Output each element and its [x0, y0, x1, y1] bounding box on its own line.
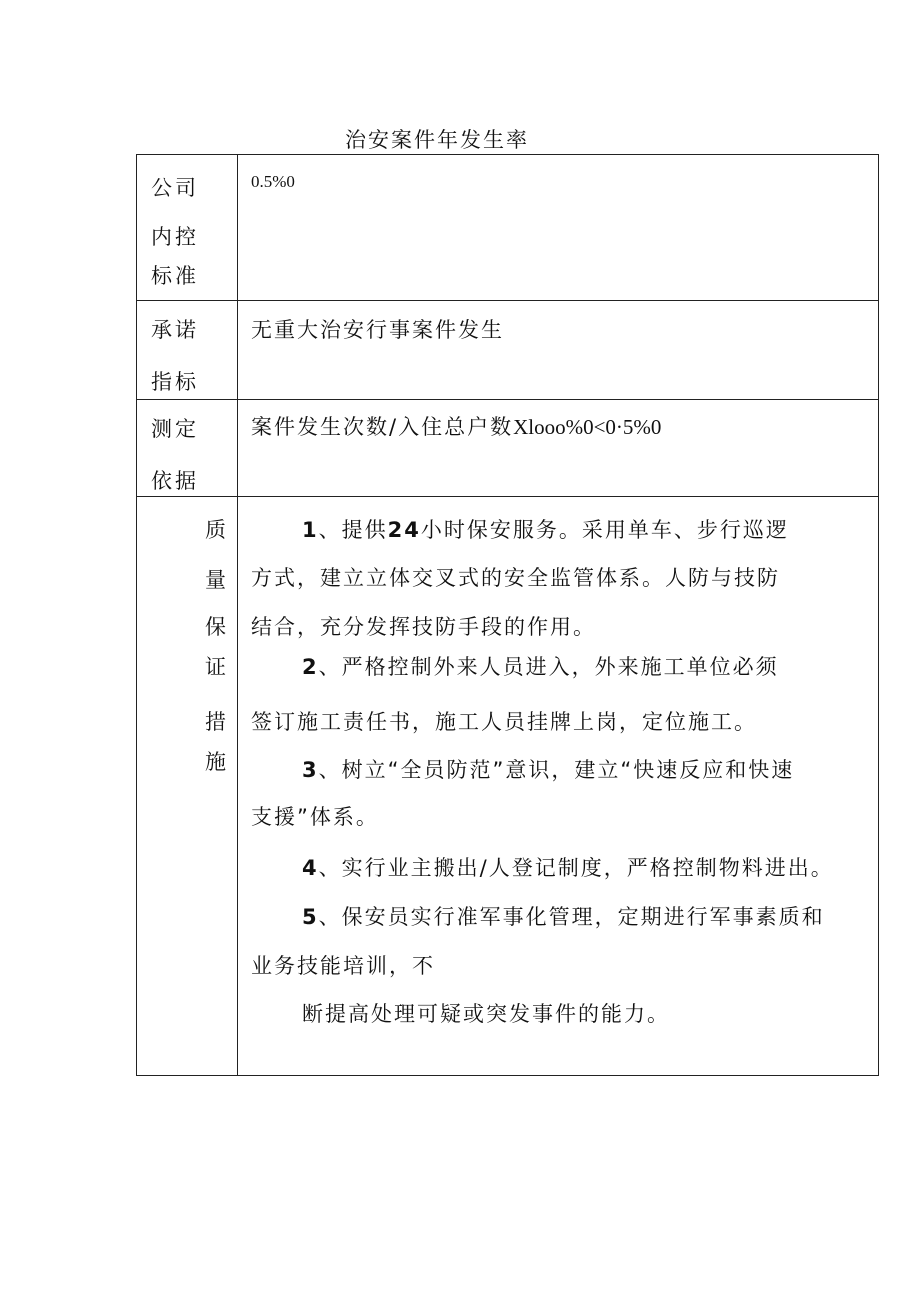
item-number: 1 [302, 518, 319, 542]
row-label-line: 标准 [151, 264, 199, 288]
measure-line: 支援”体系。 [251, 805, 379, 829]
row-label-char: 质 [205, 518, 226, 542]
row-label-char: 量 [205, 568, 226, 592]
item-number: 2 [302, 655, 319, 679]
measure-line: 断提高处理可疑或突发事件的能力。 [302, 1002, 670, 1026]
item-number: 5 [302, 905, 319, 929]
item-number: 4 [302, 856, 319, 880]
measure-line: 签订施工责任书，施工人员挂牌上岗，定位施工。 [251, 710, 757, 734]
item-text: 、提供 [318, 518, 388, 542]
hours-number: 24 [387, 518, 421, 542]
row-label-char: 保 [205, 615, 226, 639]
row-divider [137, 399, 878, 400]
measure-item-5 [302, 907, 825, 928]
row-label-line: 内控 [151, 225, 199, 249]
row-label-char: 措 [205, 710, 226, 734]
item-text: 、树立“全员防范”意识，建立“快速反应和快速 [318, 758, 795, 782]
document-title: 治安案件年发生率 [345, 128, 529, 152]
row-divider [137, 300, 878, 301]
measure-line: 方式，建立立体交叉式的安全监管体系。人防与技防 [251, 566, 780, 590]
formula-prefix: 案件发生次数/入住总户数 [251, 415, 514, 439]
row-label-line: 公司 [151, 176, 199, 200]
measurement-basis-value [251, 417, 661, 438]
column-divider [237, 155, 238, 1075]
row-label-char: 证 [205, 655, 226, 679]
measure-item-2 [302, 657, 779, 678]
measure-item-1 [302, 520, 789, 541]
measure-item-3 [302, 760, 794, 781]
security-standard-table [136, 154, 879, 1076]
item-number: 3 [302, 758, 319, 782]
formula-expression: Xlooo%0<0·5%0 [513, 415, 662, 439]
measure-line: 业务技能培训，不 [251, 954, 435, 978]
item-text: 小时保安服务。采用单车、步行巡逻 [420, 518, 789, 542]
commitment-value: 无重大治安行事案件发生 [251, 318, 504, 342]
row-label-line: 测定 [151, 417, 199, 441]
row-divider [137, 496, 878, 497]
internal-standard-value: 0.5%0 [251, 172, 295, 191]
item-text: 、严格控制外来人员进入，外来施工单位必须 [318, 655, 779, 679]
item-text: 、实行业主搬出/人登记制度，严格控制物料进出。 [318, 856, 834, 880]
row-label-line: 指标 [151, 370, 199, 394]
measure-line: 结合，充分发挥技防手段的作用。 [251, 615, 596, 639]
item-text: 、保安员实行准军事化管理，定期进行军事素质和 [318, 905, 825, 929]
row-label-line: 依据 [151, 469, 199, 493]
row-label-line: 承诺 [151, 318, 199, 342]
measure-item-4 [302, 858, 834, 879]
row-label-char: 施 [205, 750, 226, 774]
